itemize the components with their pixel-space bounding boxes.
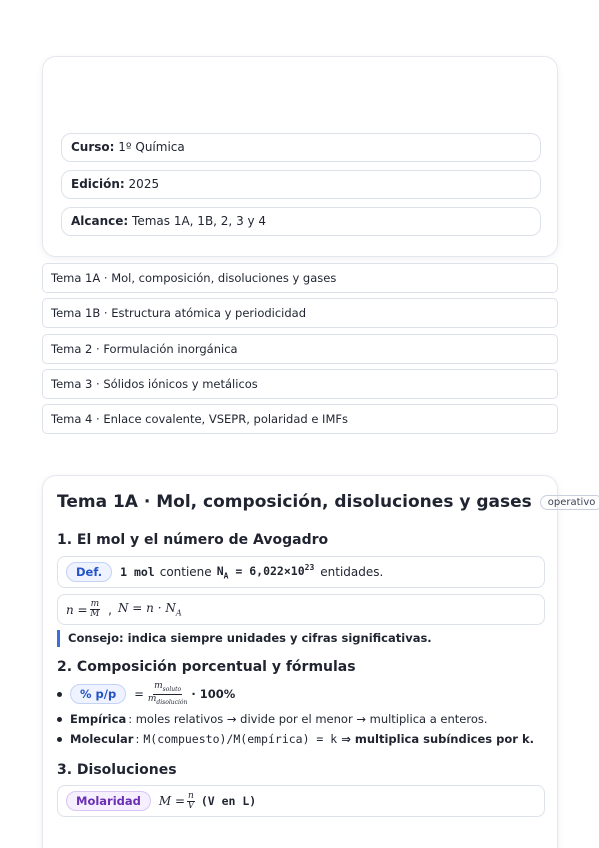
toc-item-tema-1a[interactable]: Tema 1A · Mol, composición, disoluciones y gases bbox=[42, 263, 558, 293]
topic-title bbox=[57, 492, 599, 512]
list-item-molecular bbox=[57, 732, 536, 746]
molecular-sep: : bbox=[135, 732, 140, 746]
molecular-label: Molecular bbox=[70, 732, 134, 746]
toc-item-tema-2[interactable]: Tema 2 · Formulación inorgánica bbox=[42, 334, 558, 364]
molaridad-fraction: $\frac{n}{V}$ bbox=[187, 790, 195, 811]
def-tag: Def. bbox=[66, 562, 112, 582]
formula-separator: , bbox=[108, 602, 112, 617]
section-2-heading: 2. Composición porcentual y fórmulas bbox=[57, 659, 356, 675]
def-one-mol: 1 mol bbox=[120, 565, 155, 579]
alcance-label: Alcance: bbox=[71, 214, 129, 228]
mol-formula-box bbox=[57, 594, 545, 625]
def-avogadro: $N_A = 6,022\times 10^{23}$ bbox=[216, 563, 315, 581]
bullet-dot bbox=[57, 717, 62, 722]
toc-item-tema-1b[interactable]: Tema 1B · Estructura atómica y periodicidad bbox=[42, 298, 558, 328]
molaridad-box bbox=[57, 785, 545, 817]
molecular-code: M(compuesto)/M(empírica) = k bbox=[143, 732, 338, 746]
topic-title-text: Tema 1A · Mol, composición, disoluciones y gases bbox=[57, 492, 532, 512]
molaridad-M: M = bbox=[158, 794, 186, 808]
alcance-row bbox=[61, 207, 541, 236]
pp-tag: % p/p bbox=[70, 684, 126, 704]
toc-item-tema-4[interactable]: Tema 4 · Enlace covalente, VSEPR, polaridad e IMFs bbox=[42, 404, 558, 434]
bullet-dot bbox=[57, 692, 62, 697]
curso-label: Curso: bbox=[71, 140, 115, 154]
pp-tail: · 100% bbox=[191, 687, 236, 702]
toc-item-tema-3[interactable]: Tema 3 · Sólidos iónicos y metálicos bbox=[42, 369, 558, 399]
empirica-text: : moles relativos → divide por el menor → multiplica a enteros. bbox=[128, 712, 488, 726]
section-1-heading: 1. El mol y el número de Avogadro bbox=[57, 532, 329, 548]
formula-fraction-m-over-M: $\frac{m}{M}$ bbox=[90, 599, 100, 619]
topic-card-tema-1a bbox=[42, 475, 596, 848]
pp-fraction: $\frac{m_{soluto}}{m_{disolución}}$ bbox=[147, 681, 188, 706]
molaridad-tag: Molaridad bbox=[66, 791, 151, 811]
curso-row bbox=[61, 133, 541, 162]
formula-N: $N = n \cdot N_A$ bbox=[117, 601, 182, 618]
edicion-value: 2025 bbox=[128, 177, 160, 191]
curso-value: 1º Química bbox=[118, 140, 185, 154]
status-badge: operativo bbox=[540, 495, 599, 510]
section-3-heading: 3. Disoluciones bbox=[57, 762, 177, 778]
def-contiene: contiene bbox=[159, 565, 212, 579]
list-item-pp bbox=[57, 682, 237, 707]
alcance-value: Temas 1A, 1B, 2, 3 y 4 bbox=[132, 214, 267, 228]
molecular-text: ⇒ multiplica subíndices por k. bbox=[341, 732, 534, 746]
pp-eq: = bbox=[134, 687, 144, 702]
course-info-card bbox=[42, 56, 558, 257]
empirica-label: Empírica bbox=[70, 712, 127, 726]
edicion-row bbox=[61, 170, 541, 199]
list-item-empirica bbox=[57, 712, 488, 726]
def-entidades: entidades. bbox=[320, 565, 384, 579]
molaridad-tail: (V en L) bbox=[200, 794, 257, 808]
tip-callout: Consejo: indica siempre unidades y cifras significativas. bbox=[57, 630, 537, 647]
formula-n: n = bbox=[66, 602, 88, 617]
definition-box bbox=[57, 556, 545, 588]
bullet-dot bbox=[57, 737, 62, 742]
edicion-label: Edición: bbox=[71, 177, 125, 191]
